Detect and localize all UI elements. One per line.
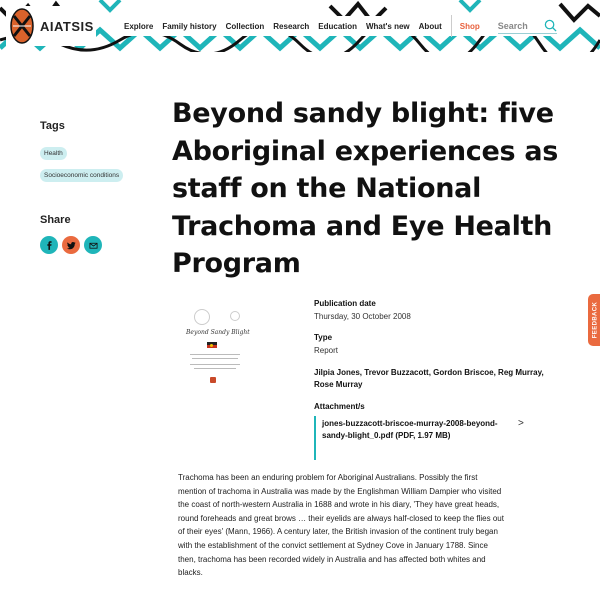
share-twitter-button[interactable] [62, 236, 80, 254]
twitter-icon [67, 241, 76, 250]
feedback-label: FEEDBACK [592, 301, 599, 339]
type-label: Type [314, 333, 333, 342]
cover-text-line [190, 364, 240, 365]
aiatsis-shield-icon [10, 8, 34, 44]
nav-about[interactable]: About [418, 21, 442, 31]
attachment-item[interactable] [314, 416, 524, 460]
cover-title: Beyond Sandy Blight [186, 329, 250, 336]
feedback-tab[interactable] [588, 294, 600, 346]
sidebar [40, 120, 150, 254]
brand-name: AIATSIS [40, 18, 94, 34]
cover-logo-icon [210, 377, 216, 383]
site-header [0, 0, 600, 52]
share-facebook-button[interactable] [40, 236, 58, 254]
publication-date-label: Publication date [314, 299, 376, 308]
publication-type: Report [314, 346, 339, 355]
share-heading: Share [40, 214, 71, 226]
nav-family-history[interactable]: Family history [162, 21, 217, 31]
main-nav [118, 16, 563, 36]
nav-research[interactable]: Research [273, 21, 310, 31]
tag-health[interactable]: Health [40, 147, 67, 160]
cover-decoration [230, 311, 240, 321]
search-placeholder: Search [497, 20, 528, 31]
nav-divider [451, 15, 452, 37]
chevron-right-icon[interactable]: > [518, 418, 524, 429]
page-title: Beyond sandy blight: five Aboriginal experiences as staff on the National Trachoma and Eye Health Program [172, 98, 559, 279]
nav-shop[interactable]: Shop [459, 21, 480, 31]
nav-explore[interactable]: Explore [124, 21, 154, 31]
search-input[interactable] [498, 18, 557, 34]
cover-text-line [190, 354, 240, 355]
publication-cover-image[interactable] [180, 307, 250, 397]
search-icon[interactable] [544, 19, 557, 32]
article-body: Trachoma has been an enduring problem for Aboriginal Australians. Possibly the first mention of trachoma in Australia was made by the Englishman William Dampier who visited the coast of north-western Australia in 1688 and wrote in his diary, 'They have great heads, round foreheads and great brows … their eyelids are always half-closed to keep the flies out of their eyes' (Mann, 1966). A century later, the British invasion of the continent truly began with the establishment of the convict settlement at Sydney Cove in January 1788. Since then, trachoma has been recorded widely in Australia and has affected both whites and blacks. [178, 473, 504, 578]
cover-decoration [194, 309, 210, 325]
share-buttons [40, 236, 150, 254]
publication-details [314, 299, 544, 460]
logo[interactable] [6, 6, 96, 46]
authors: Jilpia Jones, Trevor Buzzacott, Gordon Briscoe, Reg Murray, Rose Murray [314, 368, 544, 389]
cover-text-line [192, 358, 238, 359]
attachment-link[interactable]: jones-buzzacott-briscoe-murray-2008-beyond-sandy-blight_0.pdf (PDF, 1.97 MB) [322, 419, 498, 440]
share-email-button[interactable] [84, 236, 102, 254]
email-icon [89, 241, 98, 250]
nav-education[interactable]: Education [318, 21, 357, 31]
publication-date: Thursday, 30 October 2008 [314, 312, 411, 321]
aboriginal-flag-icon [207, 342, 217, 348]
nav-collection[interactable]: Collection [225, 21, 265, 31]
facebook-icon [45, 241, 54, 250]
cover-text-line [194, 368, 236, 369]
nav-whats-new[interactable]: What's new [365, 21, 410, 31]
tag-list [40, 142, 150, 186]
tags-heading: Tags [40, 120, 65, 132]
attachments-label: Attachment/s [314, 402, 365, 411]
tag-socioeconomic-conditions[interactable]: Socioeconomic conditions [40, 169, 123, 182]
